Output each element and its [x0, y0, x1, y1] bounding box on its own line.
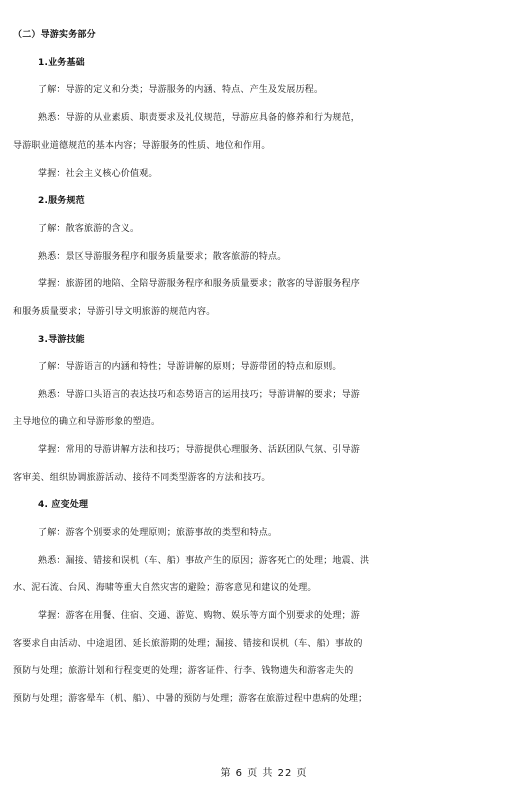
section-title: （二）导游实务部分 [13, 30, 96, 40]
paragraph-line: 水、泥石流、台风、海啸等重大自然灾害的避险；游客意见和建议的处理。 [13, 583, 317, 593]
page-footer: 第 6 页 共 22 页 [220, 768, 308, 779]
subsection-heading-4: 4. 应变处理 [38, 500, 89, 510]
subsection-heading-3: 3.导游技能 [38, 335, 85, 345]
paragraph-line: 和服务质量要求；导游引导文明旅游的规范内容。 [13, 307, 216, 317]
paragraph-line: 掌握：游客在用餐、住宿、交通、游览、购物、娱乐等方面个别要求的处理；游 [38, 611, 361, 621]
paragraph-line: 导游职业道德规范的基本内容；导游服务的性质、地位和作用。 [13, 141, 271, 151]
paragraph-line: 预防与处理；游客晕车（机、船）、中暑的预防与处理；游客在旅游过程中患病的处理； [13, 694, 368, 704]
paragraph-line: 熟悉：漏接、错接和误机（车、船）事故产生的原因；游客死亡的处理；地震、洪 [38, 556, 370, 566]
paragraph-line: 了解：导游的定义和分类；导游服务的内涵、特点、产生及发展历程。 [38, 85, 324, 95]
paragraph-line: 主导地位的确立和导游形象的塑造。 [13, 417, 161, 427]
paragraph-line: 了解：散客旅游的含义。 [38, 224, 140, 234]
paragraph-line: 掌握：常用的导游讲解方法和技巧；导游提供心理服务、活跃团队气氛、引导游 [38, 445, 361, 455]
subsection-heading-2: 2.服务规范 [38, 196, 85, 206]
subsection-heading-1: 1.业务基础 [38, 58, 85, 68]
paragraph-line: 掌握：社会主义核心价值观。 [38, 169, 158, 179]
paragraph-line: 预防与处理；旅游计划和行程变更的处理；游客证件、行李、钱物遗失和游客走失的 [13, 666, 354, 676]
paragraph-line: 客审美、组织协调旅游活动、接待不同类型游客的方法和技巧。 [13, 473, 271, 483]
paragraph-line: 了解：游客个别要求的处理原则；旅游事故的类型和特点。 [38, 528, 278, 538]
paragraph-line: 熟悉：景区导游服务程序和服务质量要求；散客旅游的特点。 [38, 252, 287, 262]
paragraph-line: 熟悉：导游的从业素质、职责要求及礼仪规范，导游应具备的修养和行为规范， [38, 113, 361, 123]
paragraph-line: 客要求自由活动、中途退团、延长旅游期的处理；漏接、错接和误机（车、船）事故的 [13, 639, 363, 649]
paragraph-line: 了解：导游语言的内涵和特性；导游讲解的原则；导游带团的特点和原则。 [38, 362, 342, 372]
paragraph-line: 熟悉：导游口头语言的表达技巧和态势语言的运用技巧；导游讲解的要求；导游 [38, 390, 361, 400]
paragraph-line: 掌握：旅游团的地陪、全陪导游服务程序和服务质量要求；散客的导游服务程序 [38, 279, 361, 289]
